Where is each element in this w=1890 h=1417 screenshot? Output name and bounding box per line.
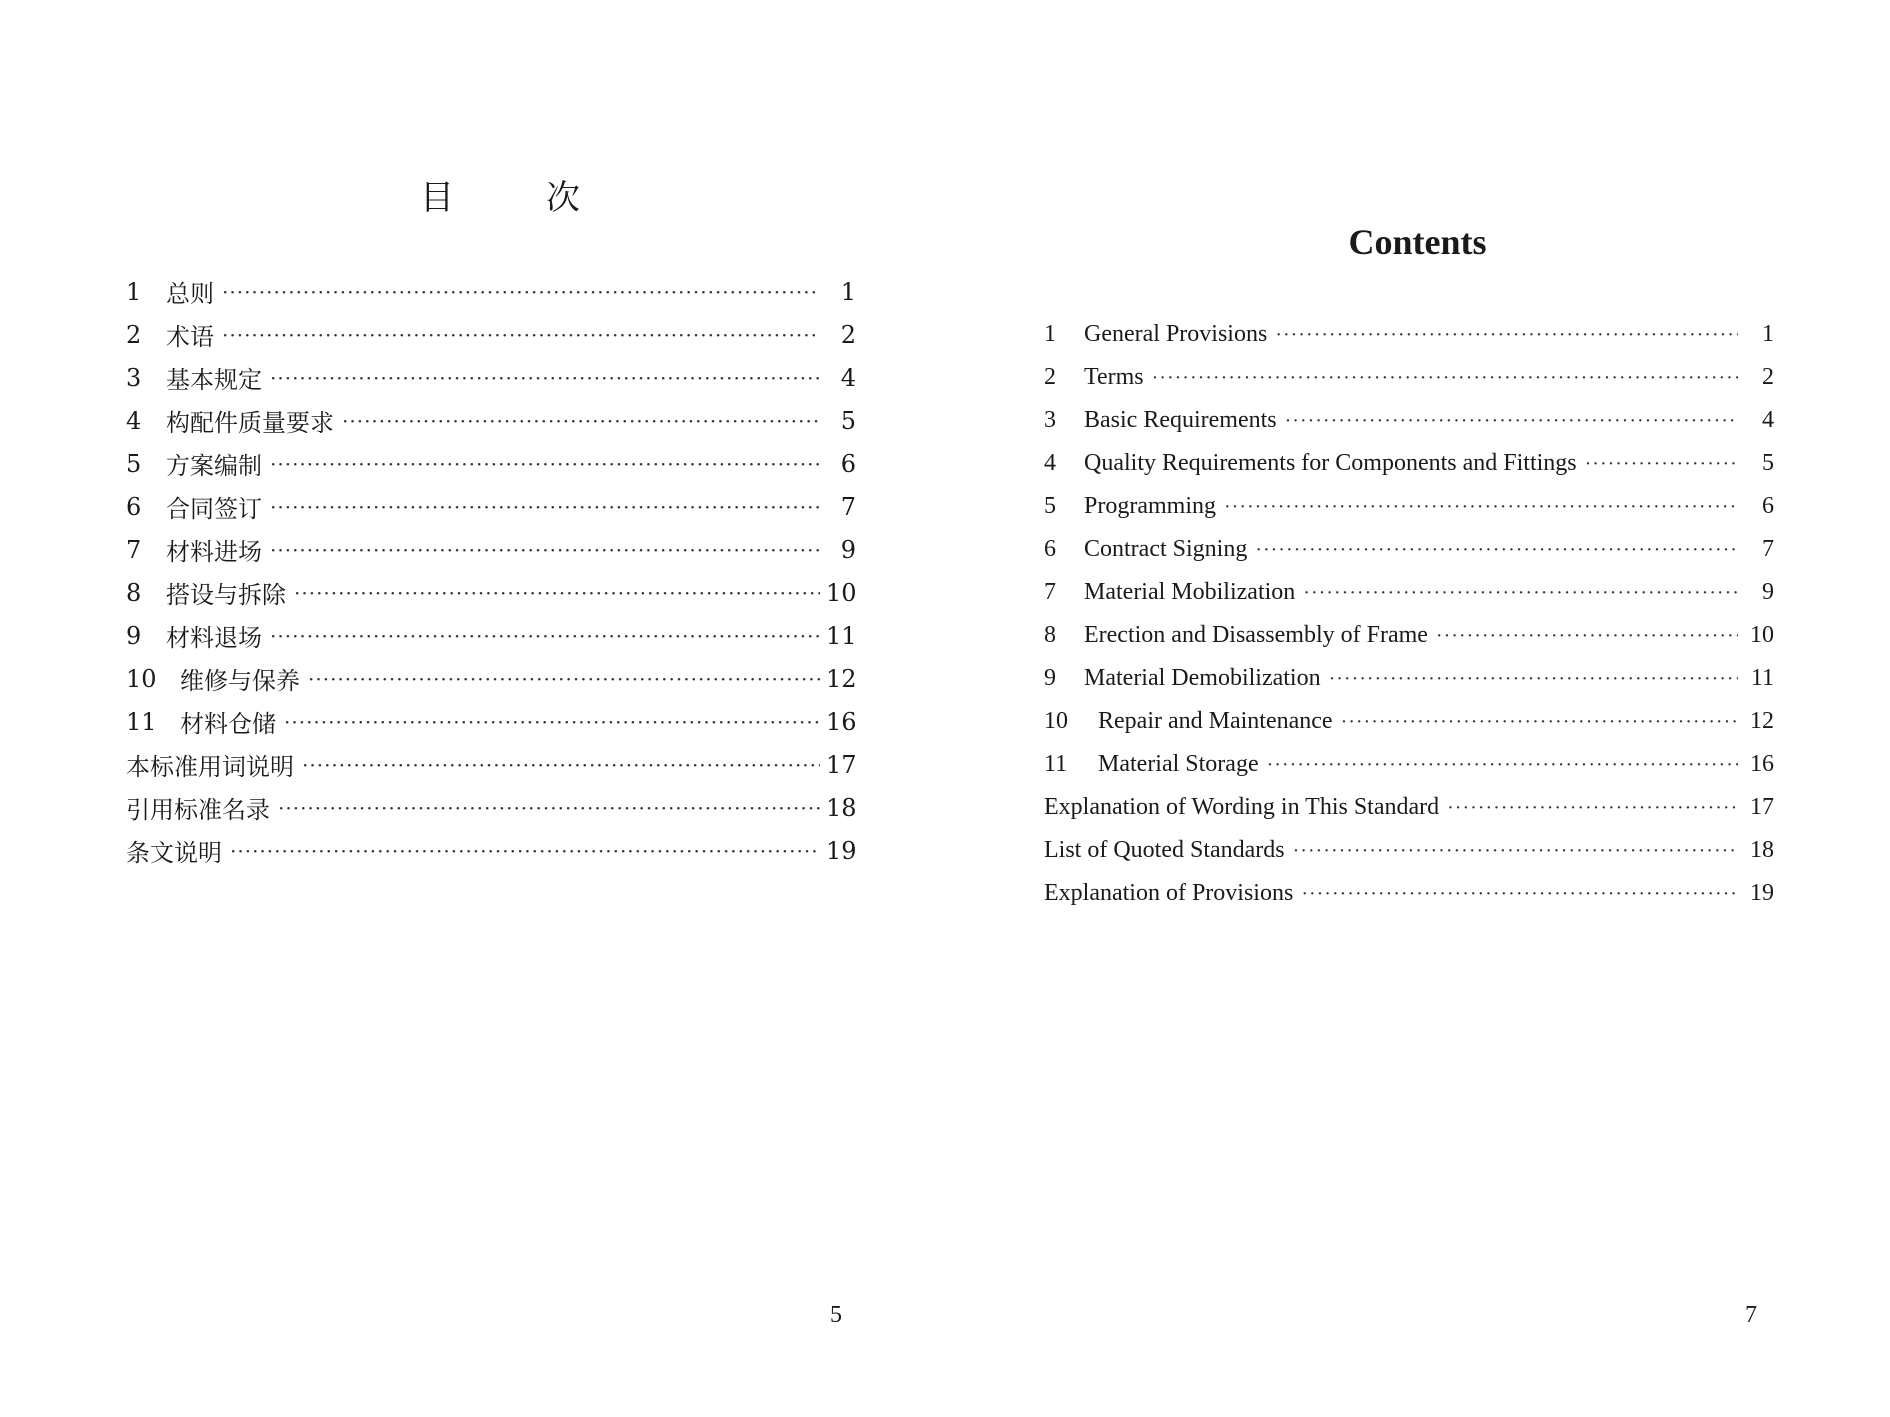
dot-leader bbox=[270, 538, 820, 562]
toc-entry-number: 2 bbox=[126, 320, 142, 349]
dot-leader bbox=[1275, 323, 1738, 347]
toc-entry[interactable] bbox=[126, 743, 856, 786]
toc-entry-page: 6 bbox=[1762, 493, 1774, 519]
toc-title-english: Contents bbox=[1348, 222, 1487, 262]
toc-entry[interactable] bbox=[126, 528, 856, 571]
toc-entry-label: 基本规定 bbox=[166, 366, 262, 394]
dot-leader bbox=[1152, 366, 1738, 390]
toc-entry-page: 4 bbox=[1762, 407, 1774, 433]
toc-entry-page: 10 bbox=[826, 578, 857, 607]
dot-leader bbox=[342, 409, 820, 433]
toc-entry-label: Material Demobilization bbox=[1084, 665, 1321, 691]
toc-entry[interactable] bbox=[126, 786, 856, 829]
toc-entry[interactable] bbox=[1044, 657, 1774, 700]
toc-entry-number: 2 bbox=[1044, 364, 1056, 390]
toc-entry-page: 18 bbox=[826, 793, 857, 822]
toc-entry-page: 5 bbox=[840, 406, 856, 435]
toc-entry-label: Repair and Maintenance bbox=[1098, 708, 1333, 734]
toc-entry-number: 11 bbox=[126, 707, 157, 736]
toc-entry-page: 7 bbox=[840, 492, 856, 521]
dot-leader bbox=[1267, 753, 1738, 777]
dot-leader bbox=[1436, 624, 1738, 648]
toc-entry-page: 17 bbox=[1750, 794, 1774, 820]
toc-entry-page: 7 bbox=[1762, 536, 1774, 562]
toc-entry[interactable] bbox=[126, 657, 856, 700]
toc-entry-page: 1 bbox=[1762, 321, 1774, 347]
toc-entry-number: 7 bbox=[1044, 579, 1056, 605]
dot-leader bbox=[1585, 452, 1738, 476]
toc-entry-label: Material Mobilization bbox=[1084, 579, 1296, 605]
toc-entry[interactable] bbox=[126, 571, 856, 614]
toc-entry-label: 条文说明 bbox=[126, 839, 222, 867]
dot-leader bbox=[1341, 710, 1738, 734]
toc-entry[interactable] bbox=[1044, 356, 1774, 399]
toc-entry-number: 5 bbox=[126, 449, 142, 478]
toc-entry-label: 构配件质量要求 bbox=[166, 409, 334, 437]
toc-entry-label: 维修与保养 bbox=[180, 667, 300, 695]
toc-entry[interactable] bbox=[126, 442, 856, 485]
toc-entry-page: 5 bbox=[1762, 450, 1774, 476]
dot-leader bbox=[270, 624, 820, 648]
toc-entry-page: 11 bbox=[826, 621, 857, 650]
toc-list-english bbox=[1044, 313, 1774, 915]
toc-entry-label: 搭设与拆除 bbox=[166, 581, 286, 609]
toc-entry-label: 合同签订 bbox=[166, 495, 262, 523]
dot-leader bbox=[1285, 409, 1738, 433]
toc-entry-number: 4 bbox=[1044, 450, 1056, 476]
toc-entry-number: 8 bbox=[126, 578, 142, 607]
toc-entry[interactable] bbox=[126, 270, 856, 313]
toc-entry-page: 19 bbox=[1750, 880, 1774, 906]
dot-leader bbox=[1447, 796, 1738, 820]
toc-entry-label: Basic Requirements bbox=[1084, 407, 1277, 433]
toc-entry[interactable] bbox=[1044, 872, 1774, 915]
dot-leader bbox=[270, 452, 820, 476]
toc-entry-label: 材料进场 bbox=[166, 538, 262, 566]
toc-entry-number: 3 bbox=[1044, 407, 1056, 433]
dot-leader bbox=[294, 581, 820, 605]
toc-entry-label: Material Storage bbox=[1098, 751, 1259, 777]
toc-entry-number: 5 bbox=[1044, 493, 1056, 519]
toc-entry[interactable] bbox=[1044, 528, 1774, 571]
toc-entry-number: 6 bbox=[1044, 536, 1056, 562]
toc-entry-number: 8 bbox=[1044, 622, 1056, 648]
toc-entry-number: 3 bbox=[126, 363, 142, 392]
toc-entry-label: 术语 bbox=[166, 323, 214, 351]
toc-entry[interactable] bbox=[1044, 743, 1774, 786]
toc-entry[interactable] bbox=[1044, 485, 1774, 528]
toc-entry-page: 9 bbox=[840, 535, 856, 564]
dot-leader bbox=[1303, 581, 1738, 605]
toc-list-chinese bbox=[126, 270, 856, 872]
toc-entry[interactable] bbox=[1044, 786, 1774, 829]
toc-entry-number: 10 bbox=[1044, 708, 1068, 734]
toc-entry-number: 11 bbox=[1044, 751, 1068, 777]
toc-entry[interactable] bbox=[1044, 829, 1774, 872]
toc-entry-page: 16 bbox=[1750, 751, 1774, 777]
dot-leader bbox=[222, 323, 820, 347]
dot-leader bbox=[1329, 667, 1738, 691]
toc-entry-number: 6 bbox=[126, 492, 142, 521]
toc-entry-page: 9 bbox=[1762, 579, 1774, 605]
dot-leader bbox=[1301, 882, 1738, 906]
dot-leader bbox=[1293, 839, 1738, 863]
toc-title-chinese bbox=[420, 178, 580, 218]
dot-leader bbox=[1255, 538, 1738, 562]
toc-entry[interactable] bbox=[1044, 313, 1774, 356]
dot-leader bbox=[222, 280, 820, 304]
toc-entry-label: Contract Signing bbox=[1084, 536, 1248, 562]
toc-entry-page: 16 bbox=[826, 707, 857, 736]
toc-entry-page: 2 bbox=[1762, 364, 1774, 390]
dot-leader bbox=[230, 839, 820, 863]
toc-entry[interactable] bbox=[126, 485, 856, 528]
toc-entry[interactable] bbox=[126, 356, 856, 399]
toc-entry-number: 4 bbox=[126, 406, 142, 435]
toc-entry-label: 引用标准名录 bbox=[126, 796, 270, 824]
dot-leader bbox=[1224, 495, 1738, 519]
toc-entry-label: Erection and Disassembly of Frame bbox=[1084, 622, 1428, 648]
toc-entry-number: 9 bbox=[1044, 665, 1056, 691]
toc-entry-label: Programming bbox=[1084, 493, 1216, 519]
toc-entry-label: General Provisions bbox=[1084, 321, 1268, 347]
title-char: 目 bbox=[420, 178, 454, 218]
toc-entry[interactable] bbox=[126, 700, 856, 743]
toc-entry-page: 18 bbox=[1750, 837, 1774, 863]
toc-entry[interactable] bbox=[1044, 700, 1774, 743]
toc-entry[interactable] bbox=[1044, 399, 1774, 442]
toc-entry[interactable] bbox=[126, 614, 856, 657]
toc-entry-page: 10 bbox=[1750, 622, 1774, 648]
toc-entry-label: 总则 bbox=[166, 280, 214, 308]
title-char: 次 bbox=[546, 178, 580, 218]
toc-entry-number: 1 bbox=[1044, 321, 1056, 347]
toc-entry-page: 6 bbox=[840, 449, 856, 478]
toc-entry[interactable] bbox=[126, 313, 856, 356]
toc-entry-page: 12 bbox=[826, 664, 857, 693]
dot-leader bbox=[270, 366, 820, 390]
toc-entry-label: Quality Requirements for Components and Fittings bbox=[1084, 450, 1577, 476]
toc-entry-label: 材料退场 bbox=[166, 624, 262, 652]
dot-leader bbox=[308, 667, 820, 691]
toc-entry[interactable] bbox=[126, 829, 856, 872]
toc-entry-page: 17 bbox=[826, 750, 857, 779]
toc-entry-page: 1 bbox=[840, 277, 856, 306]
toc-entry-page: 2 bbox=[840, 320, 856, 349]
toc-entry-label: Explanation of Wording in This Standard bbox=[1044, 794, 1440, 820]
toc-entry-number: 1 bbox=[126, 277, 142, 306]
toc-entry-number: 9 bbox=[126, 621, 142, 650]
toc-entry[interactable] bbox=[126, 399, 856, 442]
toc-entry-label: List of Quoted Standards bbox=[1044, 837, 1285, 863]
toc-entry[interactable] bbox=[1044, 442, 1774, 485]
toc-entry-label: Explanation of Provisions bbox=[1044, 880, 1294, 906]
toc-entry-number: 7 bbox=[126, 535, 142, 564]
toc-entry[interactable] bbox=[1044, 571, 1774, 614]
dot-leader bbox=[302, 753, 820, 777]
toc-entry[interactable] bbox=[1044, 614, 1774, 657]
toc-entry-page: 19 bbox=[826, 836, 857, 865]
dot-leader bbox=[278, 796, 820, 820]
dot-leader bbox=[270, 495, 820, 519]
right-page bbox=[945, 0, 1890, 1417]
dot-leader bbox=[284, 710, 820, 734]
page-number: 7 bbox=[1745, 1302, 1757, 1328]
toc-entry-page: 11 bbox=[1750, 665, 1774, 691]
toc-entry-page: 4 bbox=[840, 363, 856, 392]
toc-entry-label: Terms bbox=[1084, 364, 1144, 390]
page-number: 5 bbox=[830, 1302, 842, 1328]
toc-entry-label: 方案编制 bbox=[166, 452, 262, 480]
toc-entry-label: 材料仓储 bbox=[180, 710, 276, 738]
toc-entry-number: 10 bbox=[126, 664, 157, 693]
toc-entry-page: 12 bbox=[1750, 708, 1774, 734]
toc-entry-label: 本标准用词说明 bbox=[126, 753, 294, 781]
